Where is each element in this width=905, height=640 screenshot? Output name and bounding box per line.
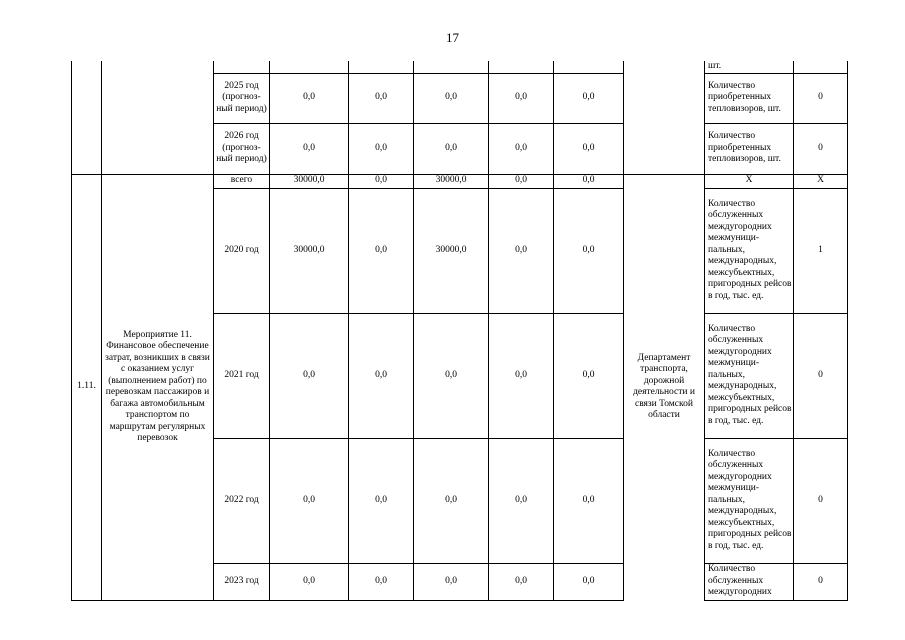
value-cell: 0,0 (554, 174, 624, 188)
value-cell: 0,0 (414, 438, 489, 563)
value-cell: 0,0 (489, 438, 554, 563)
period-cell: 2022 год (214, 438, 270, 563)
measure-number-cell (72, 61, 102, 174)
executor-cell (624, 61, 705, 174)
indicator-cell: Количество обслуженных междугородних межмуници-пальных, международных, межсубъектных, пригородных рейсов в год, тыс. ед. (705, 438, 794, 563)
target-cell: 0 (794, 313, 848, 438)
target-cell (794, 61, 848, 73)
value-cell: 0,0 (414, 73, 489, 123)
indicator-cell: Количество обслуженных междугородних межмуници-пальных, международных, межсубъектных, пригородных рейсов в год, тыс. ед. (705, 313, 794, 438)
period-cell: 2021 год (214, 313, 270, 438)
indicator-cell: Количество приобретенных тепловизоров, шт. (705, 73, 794, 123)
value-cell: 30000,0 (270, 174, 349, 188)
measures-table (71, 61, 848, 601)
table-row (72, 174, 848, 188)
value-cell: 0,0 (414, 123, 489, 174)
value-cell: 0,0 (554, 123, 624, 174)
measure-name-cell (102, 61, 214, 174)
target-cell: 1 (794, 188, 848, 313)
value-cell: 0,0 (489, 174, 554, 188)
value-cell: 0,0 (489, 313, 554, 438)
indicator-cell: Количество приобретенных тепловизоров, шт. (705, 123, 794, 174)
value-cell: 0,0 (489, 563, 554, 600)
value-cell: 0,0 (270, 123, 349, 174)
value-cell: 0,0 (349, 174, 414, 188)
value-cell: 30000,0 (414, 188, 489, 313)
value-cell: 0,0 (414, 313, 489, 438)
value-cell: 30000,0 (270, 188, 349, 313)
value-cell: 0,0 (349, 563, 414, 600)
value-cell: 0,0 (489, 188, 554, 313)
value-cell: 30000,0 (414, 174, 489, 188)
value-cell: 0,0 (554, 188, 624, 313)
value-cell: 0,0 (349, 123, 414, 174)
target-cell: 0 (794, 73, 848, 123)
indicator-cell: шт. (705, 61, 794, 73)
value-cell: 0,0 (489, 123, 554, 174)
period-cell: 2025 год (прогноз-ный период) (214, 73, 270, 123)
value-cell (489, 61, 554, 73)
value-cell (414, 61, 489, 73)
value-cell (270, 61, 349, 73)
executor-cell: Департамент транспорта, дорожной деятельности и связи Томской области (624, 174, 705, 600)
value-cell (554, 61, 624, 73)
target-cell: 0 (794, 123, 848, 174)
value-cell: 0,0 (270, 73, 349, 123)
value-cell: 0,0 (554, 73, 624, 123)
period-cell: всего (214, 174, 270, 188)
value-cell: 0,0 (554, 563, 624, 600)
period-cell (214, 61, 270, 73)
value-cell: 0,0 (414, 563, 489, 600)
indicator-cell: X (705, 174, 794, 188)
value-cell: 0,0 (554, 313, 624, 438)
target-cell: 0 (794, 438, 848, 563)
period-cell: 2026 год (прогноз-ный период) (214, 123, 270, 174)
target-cell: 0 (794, 563, 848, 600)
period-cell: 2023 год (214, 563, 270, 600)
table-row (72, 61, 848, 73)
measure-name-cell: Мероприятие 11. Финансовое обеспечение затрат, возникших в связи с оказанием услуг (выполнением работ) по перевозкам пассажиров и багажа автомобильным транспортом по маршрутам регулярных перевозок (102, 174, 214, 600)
value-cell: 0,0 (554, 438, 624, 563)
target-cell: X (794, 174, 848, 188)
period-cell: 2020 год (214, 188, 270, 313)
value-cell: 0,0 (349, 313, 414, 438)
page-number: 17 (446, 30, 459, 45)
value-cell: 0,0 (349, 188, 414, 313)
value-cell: 0,0 (349, 73, 414, 123)
measure-number-cell: 1.11. (72, 174, 102, 600)
value-cell: 0,0 (270, 438, 349, 563)
value-cell: 0,0 (270, 313, 349, 438)
value-cell: 0,0 (349, 438, 414, 563)
indicator-cell: Количество обслуженных междугородних (705, 563, 794, 600)
value-cell: 0,0 (270, 563, 349, 600)
indicator-cell: Количество обслуженных междугородних межмуници-пальных, международных, межсубъектных, пригородных рейсов в год, тыс. ед. (705, 188, 794, 313)
value-cell (349, 61, 414, 73)
value-cell: 0,0 (489, 73, 554, 123)
